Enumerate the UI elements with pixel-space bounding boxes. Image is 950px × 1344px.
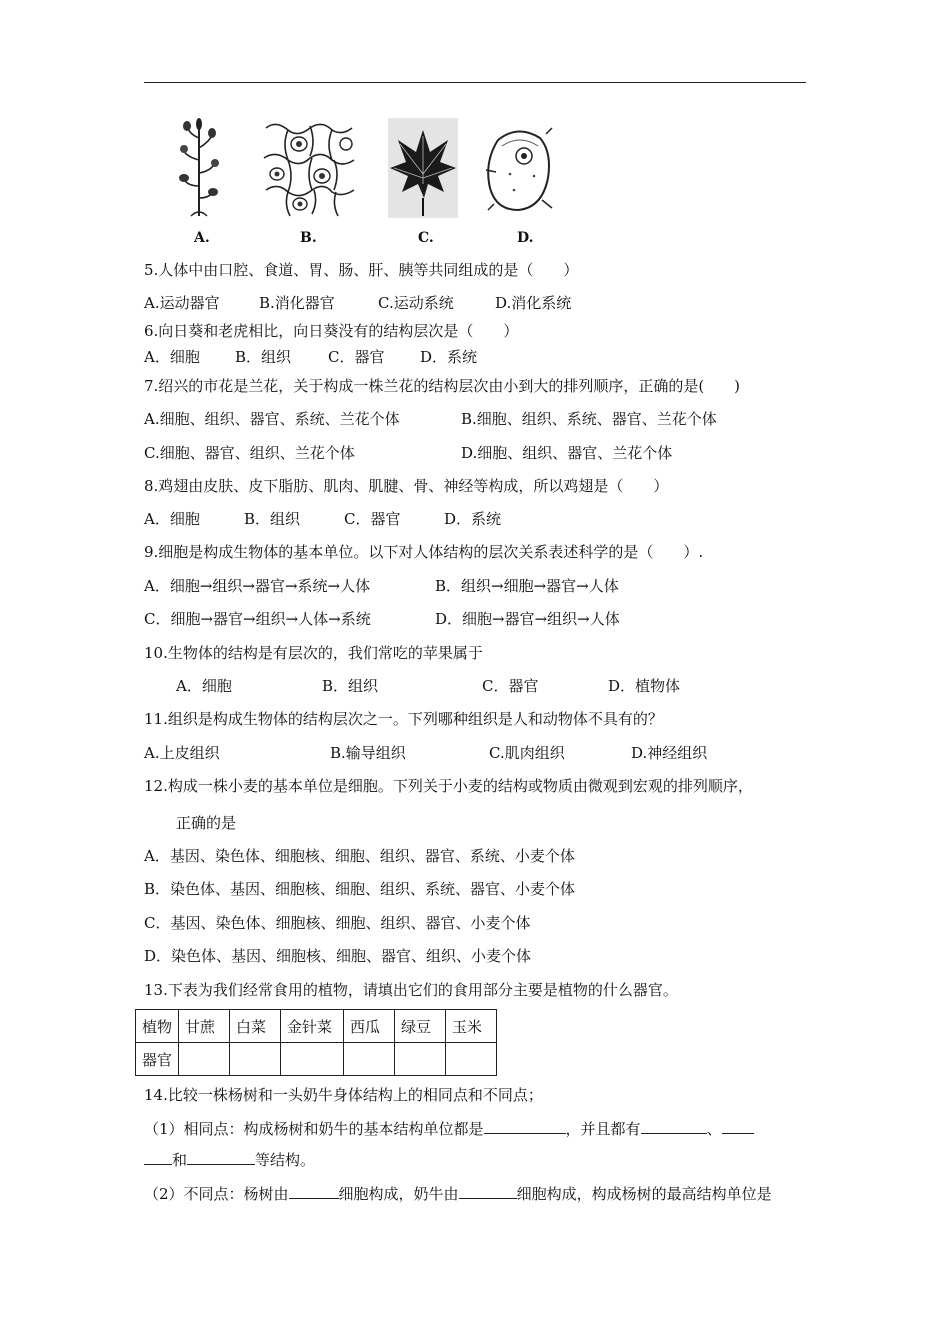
- table-answer-cell[interactable]: [395, 1043, 446, 1076]
- table-header-cell: 白菜: [230, 1010, 281, 1043]
- table-answer-cell[interactable]: [344, 1043, 395, 1076]
- q12-option-a: A．基因、染色体、细胞核、细胞、组织、器官、系统、小麦个体: [144, 847, 575, 865]
- q10-option-a: A．细胞: [176, 677, 232, 695]
- q6-option-c: C．器官: [328, 348, 385, 366]
- q14-p1-text-c: 、: [706, 1120, 722, 1138]
- q14-p2-text-c: 细胞构成，构成杨树的最高结构单位是: [516, 1185, 772, 1203]
- q7-option-b: B.细胞、组织、系统、器官、兰花个体: [461, 410, 717, 428]
- answer-blank[interactable]: [641, 1119, 707, 1134]
- q14-p1-text-d: 和: [172, 1151, 188, 1169]
- q14-part-1: [144, 1119, 754, 1139]
- q11-option-a: A.上皮组织: [144, 744, 220, 762]
- figure-label-d: D.: [517, 230, 534, 246]
- table-header-cell: 玉米: [446, 1010, 497, 1043]
- tissue-figure: [262, 118, 356, 218]
- header-rule: [144, 82, 806, 83]
- q8-option-a: A．细胞: [144, 510, 200, 528]
- q7-option-d: D.细胞、组织、器官、兰花个体: [461, 444, 673, 462]
- q7-option-a: A.细胞、组织、器官、系统、兰花个体: [144, 410, 400, 428]
- cell-figure: [484, 118, 554, 218]
- q8-option-b: B．组织: [244, 510, 301, 528]
- q14-part-1-cont: [144, 1150, 315, 1170]
- q11-option-c: C.肌肉组织: [489, 744, 565, 762]
- q12-option-d: D．染色体、基因、细胞核、细胞、器官、组织、小麦个体: [144, 947, 532, 965]
- q14-p2-text-a: （2）不同点：杨树由: [144, 1185, 289, 1203]
- q14-part-2: [144, 1184, 772, 1204]
- table-answer-cell[interactable]: [281, 1043, 344, 1076]
- figure-label-b: B.: [300, 230, 317, 246]
- table-header-row: [136, 1010, 497, 1043]
- question-12: 12.构成一株小麦的基本单位是细胞。下列关于小麦的结构或物质由微观到宏观的排列顺序，: [144, 777, 753, 795]
- figure-label-c: C.: [418, 230, 434, 246]
- question-10: 10.生物体的结构是有层次的，我们常吃的苹果属于: [144, 644, 483, 662]
- question-6: 6.向日葵和老虎相比，向日葵没有的结构层次是（ ）: [144, 322, 519, 340]
- question-14: 14.比较一株杨树和一头奶牛身体结构上的相同点和不同点；: [144, 1086, 543, 1104]
- table-header-cell: 金针菜: [281, 1010, 344, 1043]
- q14-p1-text-e: 等结构。: [255, 1151, 316, 1169]
- q9-option-d: D．细胞→器官→组织→人体: [435, 610, 620, 628]
- q9-option-c: C．细胞→器官→组织→人体→系统: [144, 610, 371, 628]
- q5-option-c: C.运动系统: [378, 294, 454, 312]
- q12-option-b: B．染色体、基因、细胞核、细胞、组织、系统、器官、小麦个体: [144, 880, 576, 898]
- q10-option-b: B．组织: [322, 677, 379, 695]
- question-13: 13.下表为我们经常食用的植物，请填出它们的食用部分主要是植物的什么器官。: [144, 981, 678, 999]
- q10-option-d: D．植物体: [608, 677, 681, 695]
- answer-blank[interactable]: [144, 1150, 172, 1165]
- leaf-figure: [388, 118, 458, 218]
- table-header-cell: 植物: [136, 1010, 179, 1043]
- question-7: 7.绍兴的市花是兰花，关于构成一株兰花的结构层次由小到大的排列顺序，正确的是( ): [144, 377, 741, 395]
- table-answer-cell[interactable]: [179, 1043, 230, 1076]
- answer-blank[interactable]: [722, 1119, 754, 1134]
- q11-option-d: D.神经组织: [631, 744, 708, 762]
- question-5: 5.人体中由口腔、食道、胃、肠、肝、胰等共同组成的是（ ）: [144, 261, 579, 279]
- q10-option-c: C．器官: [482, 677, 539, 695]
- q8-option-d: D．系统: [444, 510, 502, 528]
- q5-option-a: A.运动器官: [144, 294, 220, 312]
- q5-option-b: B.消化器官: [259, 294, 335, 312]
- organ-table: [135, 1009, 497, 1076]
- question-12-cont: 正确的是: [176, 814, 237, 832]
- table-header-cell: 西瓜: [344, 1010, 395, 1043]
- table-answer-cell[interactable]: [446, 1043, 497, 1076]
- question-9: 9.细胞是构成生物体的基本单位。以下对人体结构的层次关系表述科学的是（ ）.: [144, 543, 704, 561]
- table-row: [136, 1043, 497, 1076]
- q5-option-d: D.消化系统: [495, 294, 572, 312]
- answer-blank[interactable]: [289, 1184, 339, 1199]
- q6-option-d: D．系统: [420, 348, 478, 366]
- q9-option-b: B．组织→细胞→器官→人体: [435, 577, 619, 595]
- question-11: 11.组织是构成生物体的结构层次之一。下列哪种组织是人和动物体不具有的？: [144, 710, 663, 728]
- q14-p2-text-b: 细胞构成，奶牛由: [338, 1185, 459, 1203]
- answer-blank[interactable]: [484, 1119, 566, 1134]
- question-8: 8.鸡翅由皮肤、皮下脂肪、肌肉、肌腱、骨、神经等构成，所以鸡翅是（ ）: [144, 477, 669, 495]
- q9-option-a: A．细胞→组织→器官→系统→人体: [144, 577, 371, 595]
- q14-p1-text-a: （1）相同点：构成杨树和奶牛的基本结构单位都是: [144, 1120, 484, 1138]
- answer-blank[interactable]: [459, 1184, 517, 1199]
- q6-option-b: B．组织: [235, 348, 292, 366]
- table-answer-cell[interactable]: [230, 1043, 281, 1076]
- q6-option-a: A．细胞: [144, 348, 200, 366]
- q8-option-c: C．器官: [344, 510, 401, 528]
- plant-figure: [176, 118, 222, 218]
- q7-option-c: C.细胞、器官、组织、兰花个体: [144, 444, 355, 462]
- q11-option-b: B.输导组织: [330, 744, 406, 762]
- table-header-cell: 甘蔗: [179, 1010, 230, 1043]
- figure-label-a: A.: [194, 230, 210, 246]
- answer-blank[interactable]: [187, 1150, 255, 1165]
- q12-option-c: C．基因、染色体、细胞核、细胞、组织、器官、小麦个体: [144, 914, 531, 932]
- table-row-label: 器官: [136, 1043, 179, 1076]
- q14-p1-text-b: ，并且都有: [565, 1120, 641, 1138]
- table-header-cell: 绿豆: [395, 1010, 446, 1043]
